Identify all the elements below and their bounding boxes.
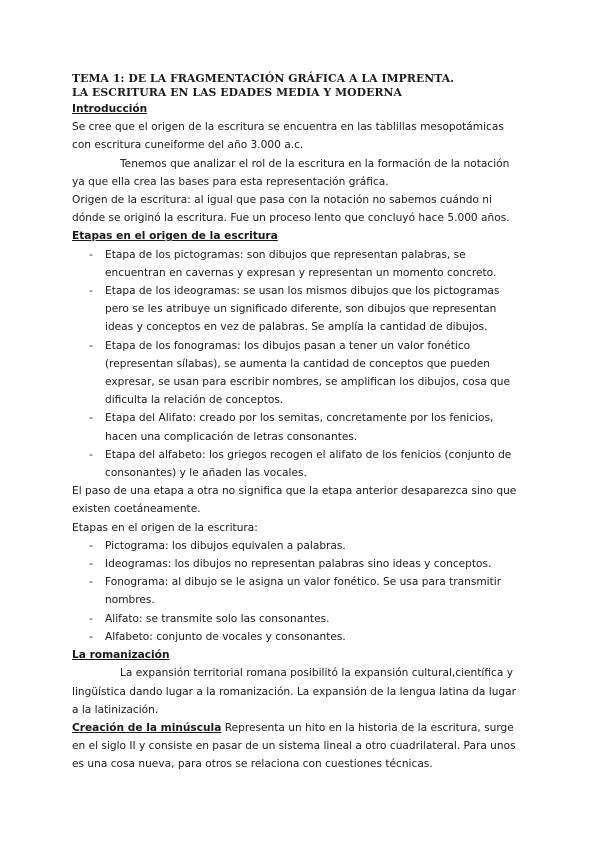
list-item: - Fonograma: al dibujo se le asigna un valor fonético. Se usa para transmitir nombres.	[89, 576, 502, 607]
list-item: - Ideogramas: los dibujos no representan palabras sino ideas y conceptos.	[89, 558, 492, 571]
title-line-2: LA ESCRITURA EN LAS EDADES MEDIA Y MODERNA	[72, 86, 402, 99]
stages-list	[72, 246, 520, 483]
romanization-heading: La romanización	[72, 649, 170, 662]
title-line-1: TEMA 1: DE LA FRAGMENTACIÓN GRÁFICA A LA IMPRENTA.	[72, 72, 455, 85]
document-page	[72, 72, 520, 774]
summary-list	[72, 537, 520, 646]
list-item: - Etapa de los ideogramas: se usan los mismos dibujos que los pictogramas pero se les atribuye un significado diferente, son dibujos que representan ideas y conceptos en vez de palabras. Se amplía la cantidad de dibujos.	[89, 285, 500, 334]
list-item: - Alifato: se transmite solo las consonantes.	[89, 612, 330, 625]
intro-paragraph-3: Origen de la escritura: al igual que pasa con la notación no sabemos cuándo ni dónde se originó la escritura. Fue un proceso lento que concluyó hace 5.000 años.	[72, 194, 510, 225]
list-item: - Etapa del alfabeto: los griegos recogen el alifato de los fenicios (conjunto de consonantes) y le añaden las vocales.	[89, 448, 512, 480]
minuscule-text: Representa un hito en la historia de la escritura, surge en el siglo II y consiste en pasar de un sistema lineal a otro cuadrilateral. Para unos es una cosa nueva, para otros se relaciona con cuestiones técnicas.	[72, 721, 516, 771]
list-item: - Etapa de los pictogramas: son dibujos que representan palabras, se encuentran en cavernas y expresan y representan un momento concreto.	[89, 248, 497, 279]
list-item: - Etapa del Alifato: creado por los semitas, concretamente por los fenicios, hacen una complicación de letras consonantes.	[89, 412, 494, 443]
list-item: - Alfabeto: conjunto de vocales y consonantes.	[89, 630, 346, 643]
minuscule-heading: Creación de la minúscula	[72, 721, 222, 734]
list-item: - Pictograma: los dibujos equivalen a palabras.	[89, 539, 346, 552]
list-item: - Etapa de los fonogramas: los dibujos pasan a tener un valor fonético (representan sílabas), se aumenta la cantidad de conceptos que pueden expresar, se usan para escribir nombres, se amplifican los dibujos, cosa que dificulta la relación de conceptos.	[89, 339, 511, 407]
intro-paragraph-1: Se cree que el origen de la escritura se encuentra en las tablillas mesopotámicas con escritura cuneiforme del año 3.000 a.c.	[72, 121, 504, 152]
intro-paragraph-2: Tenemos que analizar el rol de la escritura en la formación de la notación ya que ella crea las bases para esta representación gráfica.	[72, 157, 510, 188]
romanization-paragraph: La expansión territorial romana posibilitó la expansión cultural,científica y lingüística dando lugar a la romanización. La expansión de la lengua latina da lugar a la latinización.	[72, 667, 516, 716]
intro-heading: Introducción	[72, 103, 148, 115]
stages-heading: Etapas en el origen de la escritura	[72, 230, 278, 243]
stages-after-paragraph: El paso de una etapa a otra no significa que la etapa anterior desaparezca sino que existen coetáneamente.	[72, 485, 517, 516]
minuscule-paragraph	[72, 719, 520, 774]
summary-intro: Etapas en el origen de la escritura:	[72, 521, 258, 534]
